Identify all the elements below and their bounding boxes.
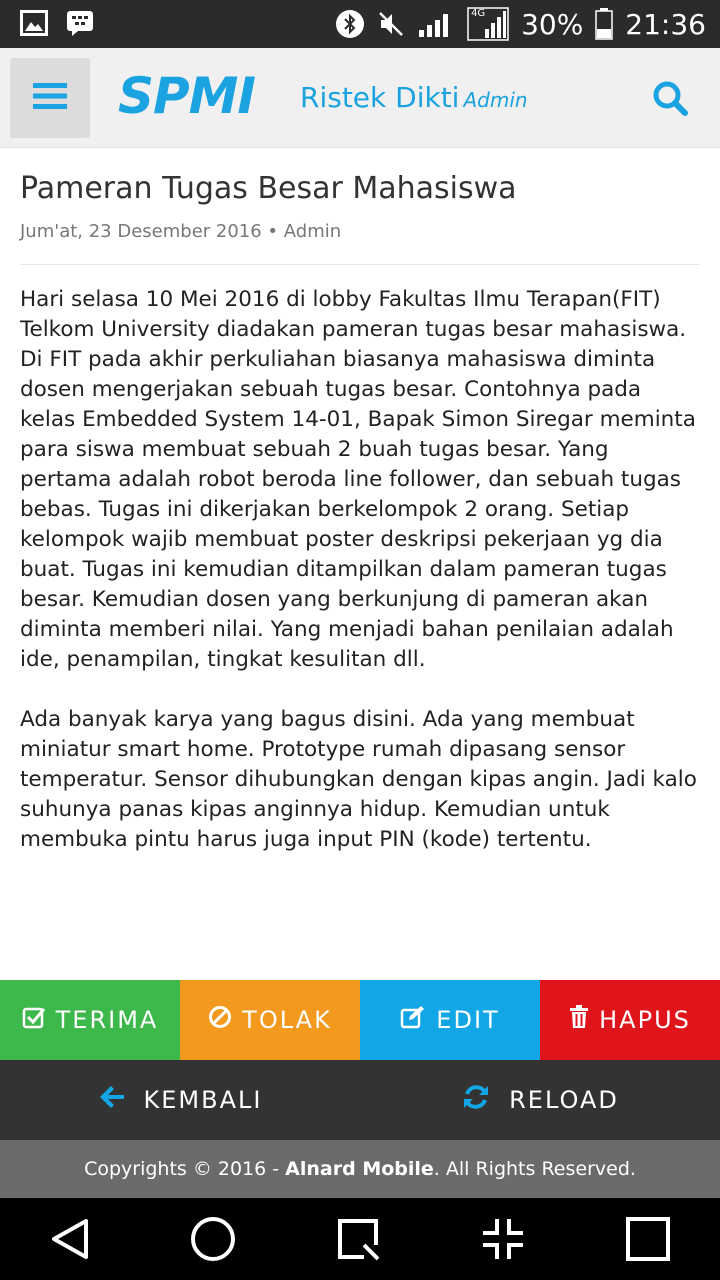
kembali-label: KEMBALI <box>143 1086 263 1114</box>
search-icon <box>652 80 688 120</box>
arrow-left-icon <box>98 1083 126 1117</box>
refresh-icon <box>461 1082 491 1118</box>
bbm-notification-icon <box>66 10 94 36</box>
mute-icon <box>377 10 405 38</box>
terima-label: TERIMA <box>55 1006 159 1034</box>
recent-apps-icon[interactable] <box>624 1215 672 1263</box>
battery-percent: 30% <box>521 7 584 41</box>
menu-button[interactable] <box>10 58 90 138</box>
edit-icon <box>400 1005 426 1035</box>
dual-window-icon[interactable] <box>479 1215 527 1263</box>
copyright-suffix: . All Rights Reserved. <box>433 1158 636 1180</box>
edit-label: EDIT <box>436 1006 500 1034</box>
status-bar <box>0 0 720 48</box>
tolak-button[interactable] <box>180 980 360 1060</box>
hapus-label: HAPUS <box>599 1006 691 1034</box>
capture-icon[interactable] <box>334 1215 382 1263</box>
article-title: Pameran Tugas Besar Mahasiswa <box>20 171 517 206</box>
copyright-brand: Alnard Mobile <box>285 1158 434 1180</box>
reload-label: RELOAD <box>509 1086 619 1114</box>
article-paragraph: Hari selasa 10 Mei 2016 di lobby Fakultas Ilmu Terapan(FIT) Telkom University diadakan pameran tugas besar mahasiswa. Di FIT pada akhir perkuliahan biasanya mahasiswa diminta dosen mengerjakan sebuah tugas besar. Contohnya pada kelas Embedded System 14-01, Bapak Simon Siregar meminta para siswa membuat sebuah 2 buah tugas besar. Yang pertama adalah robot beroda line follower, dan sebuah tugas bebas. Tugas ini dikerjakan berkelompok 2 orang. Setiap kelompok wajib membuat poster deskripsi pekerjaan yg dia buat. Tugas ini kemudian ditampilkan dalam pameran tugas besar. Kemudian dosen yang berkunjung di pameran akan diminta memberi nilai. Yang menjadi bahan penilaian adalah ide, penampilan, tingkat kesulitan dll. <box>20 287 696 672</box>
terima-button[interactable] <box>0 980 180 1060</box>
trash-icon <box>569 1005 589 1035</box>
network-type-label: 4G <box>471 8 486 19</box>
edit-button[interactable] <box>360 980 540 1060</box>
user-role: Admin <box>463 88 528 112</box>
home-circle-icon[interactable] <box>189 1215 237 1263</box>
gallery-notification-icon <box>20 10 48 36</box>
ban-icon <box>208 1005 232 1035</box>
battery-icon <box>595 8 613 40</box>
app-name-text: Ristek Dikti <box>300 81 460 114</box>
hamburger-icon <box>33 82 67 114</box>
navigation-bar <box>0 1060 720 1140</box>
hapus-button[interactable] <box>540 980 720 1060</box>
bluetooth-icon <box>335 9 365 39</box>
copyright-prefix: Copyrights © 2016 - <box>84 1158 286 1180</box>
search-button[interactable] <box>648 78 692 122</box>
kembali-button[interactable] <box>0 1060 360 1140</box>
app-name <box>300 80 528 118</box>
reload-button[interactable] <box>360 1060 720 1140</box>
signal-icon <box>417 10 455 38</box>
article-paragraph: Ada banyak karya yang bagus disini. Ada yang membuat miniatur smart home. Prototype rumah dipasang sensor temperatur. Sensor dihubungkan dengan kipas angin. Jadi kalo suhunya panas kipas anginnya hidup. Kemudian untuk membuka pintu harus juga input PIN (kode) tertentu. <box>20 707 697 852</box>
back-triangle-icon[interactable] <box>48 1217 92 1261</box>
footer <box>0 1140 720 1198</box>
article-meta: Jum'at, 23 Desember 2016 • Admin <box>20 221 342 242</box>
clock: 21:36 <box>625 7 706 41</box>
system-navigation-bar <box>0 1198 720 1280</box>
check-square-icon <box>22 1005 46 1035</box>
divider <box>20 264 700 265</box>
signal-4g-icon <box>467 7 509 41</box>
tolak-label: TOLAK <box>242 1006 332 1034</box>
app-header <box>0 48 720 148</box>
article <box>20 148 700 855</box>
app-logo[interactable]: SPMI <box>118 67 256 125</box>
action-bar <box>0 980 720 1060</box>
